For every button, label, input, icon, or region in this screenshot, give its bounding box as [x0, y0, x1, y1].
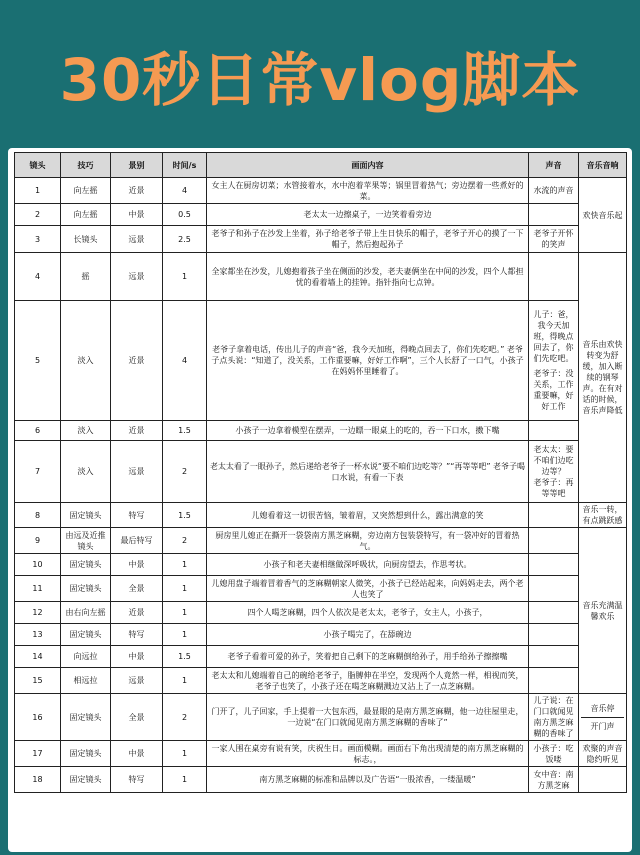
header-cell-sound: 声音: [529, 153, 579, 178]
table-row: [15, 741, 627, 767]
cell-shot: 近景: [111, 602, 163, 624]
cell-content: 全家都坐在沙发，儿媳抱着孩子坐在侧面的沙发，老夫妻俩坐在中间的沙发，四个人都担忧的看着墙上的挂钟。指针指向七点钟。: [207, 253, 529, 301]
cell-tech: 由右向左摇: [61, 602, 111, 624]
sound-line: 老太太：要不咱们边吃边等？: [533, 445, 574, 476]
cell-sound: [529, 441, 579, 503]
cell-tech: 固定镜头: [61, 503, 111, 528]
cell-tech: 固定镜头: [61, 694, 111, 741]
cell-tech: 固定镜头: [61, 624, 111, 646]
cell-sound: [529, 253, 579, 301]
header-cell-time: 时间/s: [163, 153, 207, 178]
cell-sound: 水流的声音: [529, 178, 579, 204]
cell-content: 一家人围在桌旁有说有笑，庆祝生日。画面模糊。画面右下角出现清楚的南方黑芝麻糊的标志。，: [207, 741, 529, 767]
cell-tech: 淡入: [61, 441, 111, 503]
cell-content: 老太太一边擦桌子，一边笑着看旁边: [207, 204, 529, 226]
cell-no: 7: [15, 441, 61, 503]
table-row: [15, 421, 627, 441]
table-row: [15, 646, 627, 668]
cell-time: 1.5: [163, 421, 207, 441]
cell-sound: [529, 668, 579, 694]
table-row: [15, 554, 627, 576]
cell-music: [579, 767, 627, 793]
cell-time: 0.5: [163, 204, 207, 226]
cell-shot: 近景: [111, 421, 163, 441]
sound-line: 儿子：爸，我今天加班，得晚点回去了，你们先吃吧。: [533, 310, 574, 363]
cell-no: 1: [15, 178, 61, 204]
cell-sound: [529, 204, 579, 226]
page-title: 30秒日常vlog脚本: [59, 46, 581, 114]
cell-shot: 最后特写: [111, 528, 163, 554]
table-row: [15, 441, 627, 503]
cell-no: 3: [15, 226, 61, 253]
cell-shot: 全景: [111, 576, 163, 602]
cell-shot: 中景: [111, 204, 163, 226]
cell-tech: 长镜头: [61, 226, 111, 253]
cell-tech: 向左摇: [61, 204, 111, 226]
cell-tech: 淡入: [61, 301, 111, 421]
cell-tech: 固定镜头: [61, 576, 111, 602]
music-line: 音乐停: [590, 703, 615, 713]
cell-shot: 特写: [111, 767, 163, 793]
table-row: [15, 602, 627, 624]
cell-content: 门开了，儿子回家，手上提着一大包东西，最显眼的是南方黑芝麻糊，他一边往屋里走，一边说“在门口就闻见南方黑芝麻糊的香味了”: [207, 694, 529, 741]
cell-time: 4: [163, 301, 207, 421]
header-cell-technique: 技巧: [61, 153, 111, 178]
cell-no: 14: [15, 646, 61, 668]
cell-no: 13: [15, 624, 61, 646]
cell-no: 4: [15, 253, 61, 301]
cell-tech: 固定镜头: [61, 767, 111, 793]
cell-content: 老爷子和孙子在沙发上坐着，孙子给老爷子带上生日快乐的帽子，老爷子开心的摸了一下帽子，然后抱起孙子: [207, 226, 529, 253]
table-row: [15, 624, 627, 646]
cell-shot: 中景: [111, 741, 163, 767]
cell-sound: 小孩子：吃饭喽: [529, 741, 579, 767]
cell-no: 5: [15, 301, 61, 421]
cell-tech: 相远拉: [61, 668, 111, 694]
cell-no: 8: [15, 503, 61, 528]
table-row: [15, 694, 627, 741]
cell-sound: [529, 503, 579, 528]
cell-shot: 远景: [111, 441, 163, 503]
cell-sound: [529, 301, 579, 421]
cell-time: 1.5: [163, 503, 207, 528]
table-row: [15, 576, 627, 602]
cell-shot: 远景: [111, 226, 163, 253]
cell-content: 老太太看了一眼孙子，然后递给老爷子一杯水说“要不咱们边吃等？”“再等等吧” 老爷子喝口水说，有看一下表: [207, 441, 529, 503]
cell-time: 1: [163, 767, 207, 793]
cell-sound: 老爷子开怀的笑声: [529, 226, 579, 253]
cell-time: 1: [163, 554, 207, 576]
cell-tech: 向远拉: [61, 646, 111, 668]
cell-content: 老爷子看着可爱的孙子，笑着把自己剩下的芝麻糊倒给孙子，用手给孙子擦擦嘴: [207, 646, 529, 668]
script-table: [14, 152, 627, 793]
cell-content: 小孩子喝完了，在舔碗边: [207, 624, 529, 646]
cell-sound: [529, 646, 579, 668]
cell-sound: 儿子说：在门口就闻见南方黑芝麻糊的香味了: [529, 694, 579, 741]
cell-shot: 近景: [111, 301, 163, 421]
cell-content: 儿媳看着这一切很苦恼，皱着眉，又突然想到什么，露出满意的笑: [207, 503, 529, 528]
cell-tech: 固定镜头: [61, 741, 111, 767]
cell-no: 11: [15, 576, 61, 602]
cell-no: 2: [15, 204, 61, 226]
cell-content: 女主人在厨房切菜；水管接着水，水中泡着苹果等；锅里冒着热气；旁边摆着一些煮好的菜。: [207, 178, 529, 204]
header-cell-shot-no: 镜头: [15, 153, 61, 178]
cell-no: 17: [15, 741, 61, 767]
cell-time: 1: [163, 624, 207, 646]
header-row: [15, 153, 627, 178]
cell-time: 2: [163, 528, 207, 554]
cell-content: 老爷子拿着电话，传出儿子的声音“爸，我今天加班，得晚点回去了，你们先吃吧。” 老爷子点头说：“知道了，没关系，工作重要嘛，好好工作啊”，三个人长舒了一口气，小孩子在妈妈怀里睡着了。: [207, 301, 529, 421]
cell-music: 欢快音乐起: [579, 178, 627, 253]
cell-time: 1: [163, 668, 207, 694]
cell-music: 音乐由欢快转变为舒缓，加入断续的钢琴声。在有对话的时候，音乐声降低: [579, 253, 627, 503]
cell-tech: 摇: [61, 253, 111, 301]
cell-content: 南方黑芝麻糊的标准和品牌以及广告语“一股浓香，一缕温暖”: [207, 767, 529, 793]
header-cell-content: 画面内容: [207, 153, 529, 178]
cell-shot: 全景: [111, 694, 163, 741]
cell-shot: 中景: [111, 554, 163, 576]
cell-time: 4: [163, 178, 207, 204]
cell-content: 厨房里儿媳正在撕开一袋袋南方黑芝麻糊，旁边南方包装袋特写，有一袋冲好的冒着热气。: [207, 528, 529, 554]
cell-content: 老太太和儿媳端着自己的碗给老爷子，脂膊伸在半空，发现两个人竟然一样，相视而笑，老爷子也笑了，小孩子还在喝芝麻糊溅边又沾上了一点芝麻糊。: [207, 668, 529, 694]
table-row: [15, 204, 627, 226]
table-row: [15, 301, 627, 421]
cell-shot: 中景: [111, 646, 163, 668]
table-row: [15, 767, 627, 793]
cell-music: 欢聚的声音隐约听见: [579, 741, 627, 767]
cell-tech: 固定镜头: [61, 554, 111, 576]
cell-no: 15: [15, 668, 61, 694]
table-row: [15, 528, 627, 554]
cell-shot: 近景: [111, 178, 163, 204]
sound-line: 老爷子：没关系，工作重要嘛，好好工作: [533, 369, 574, 411]
sound-line: 老爷子：再等等吧: [533, 478, 574, 498]
cell-music: 音乐充满温馨欢乐: [579, 528, 627, 694]
cell-shot: 远景: [111, 668, 163, 694]
cell-time: 1: [163, 253, 207, 301]
cell-shot: 特写: [111, 624, 163, 646]
cell-sound: [529, 602, 579, 624]
table-row: [15, 178, 627, 204]
table-row: [15, 253, 627, 301]
cell-sound: [529, 421, 579, 441]
cell-content: 四个人喝芝麻糊，四个人依次是老太太，老爷子，女主人，小孩子，: [207, 602, 529, 624]
cell-music: 音乐一转，有点跳跃感: [579, 503, 627, 528]
cell-content: 小孩子一边拿着模型在摆弄，一边瞟一眼桌上的吃的，吞一下口水，擞下嘴: [207, 421, 529, 441]
cell-no: 16: [15, 694, 61, 741]
cell-music: [579, 694, 627, 741]
cell-time: 1: [163, 602, 207, 624]
cell-no: 12: [15, 602, 61, 624]
cell-sound: 女中音：南方黑芝麻: [529, 767, 579, 793]
cell-time: 2.5: [163, 226, 207, 253]
cell-time: 1: [163, 576, 207, 602]
cell-sound: [529, 624, 579, 646]
header-cell-music: 音乐音响: [579, 153, 627, 178]
cell-time: 1: [163, 741, 207, 767]
cell-shot: 远景: [111, 253, 163, 301]
table-row: [15, 503, 627, 528]
cell-shot: 特写: [111, 503, 163, 528]
cell-time: 2: [163, 441, 207, 503]
header-cell-shot-size: 景别: [111, 153, 163, 178]
cell-content: 儿媳用盘子端着冒着香气的芝麻糊朝家人微笑，小孩子已经站起来，向妈妈走去，两个老人也笑了: [207, 576, 529, 602]
cell-tech: 淡入: [61, 421, 111, 441]
table-row: [15, 668, 627, 694]
cell-time: 1.5: [163, 646, 207, 668]
cell-no: 18: [15, 767, 61, 793]
cell-no: 9: [15, 528, 61, 554]
cell-tech: 向左摇: [61, 178, 111, 204]
music-line: 开门声: [581, 717, 624, 732]
cell-sound: [529, 528, 579, 554]
cell-no: 10: [15, 554, 61, 576]
cell-content: 小孩子和老夫妻相继做深呼吸状，向厨房望去，作思考状。: [207, 554, 529, 576]
cell-sound: [529, 576, 579, 602]
cell-time: 2: [163, 694, 207, 741]
cell-sound: [529, 554, 579, 576]
script-sheet: [8, 148, 632, 852]
cell-no: 6: [15, 421, 61, 441]
cell-tech: 由远及近推镜头: [61, 528, 111, 554]
table-row: [15, 226, 627, 253]
